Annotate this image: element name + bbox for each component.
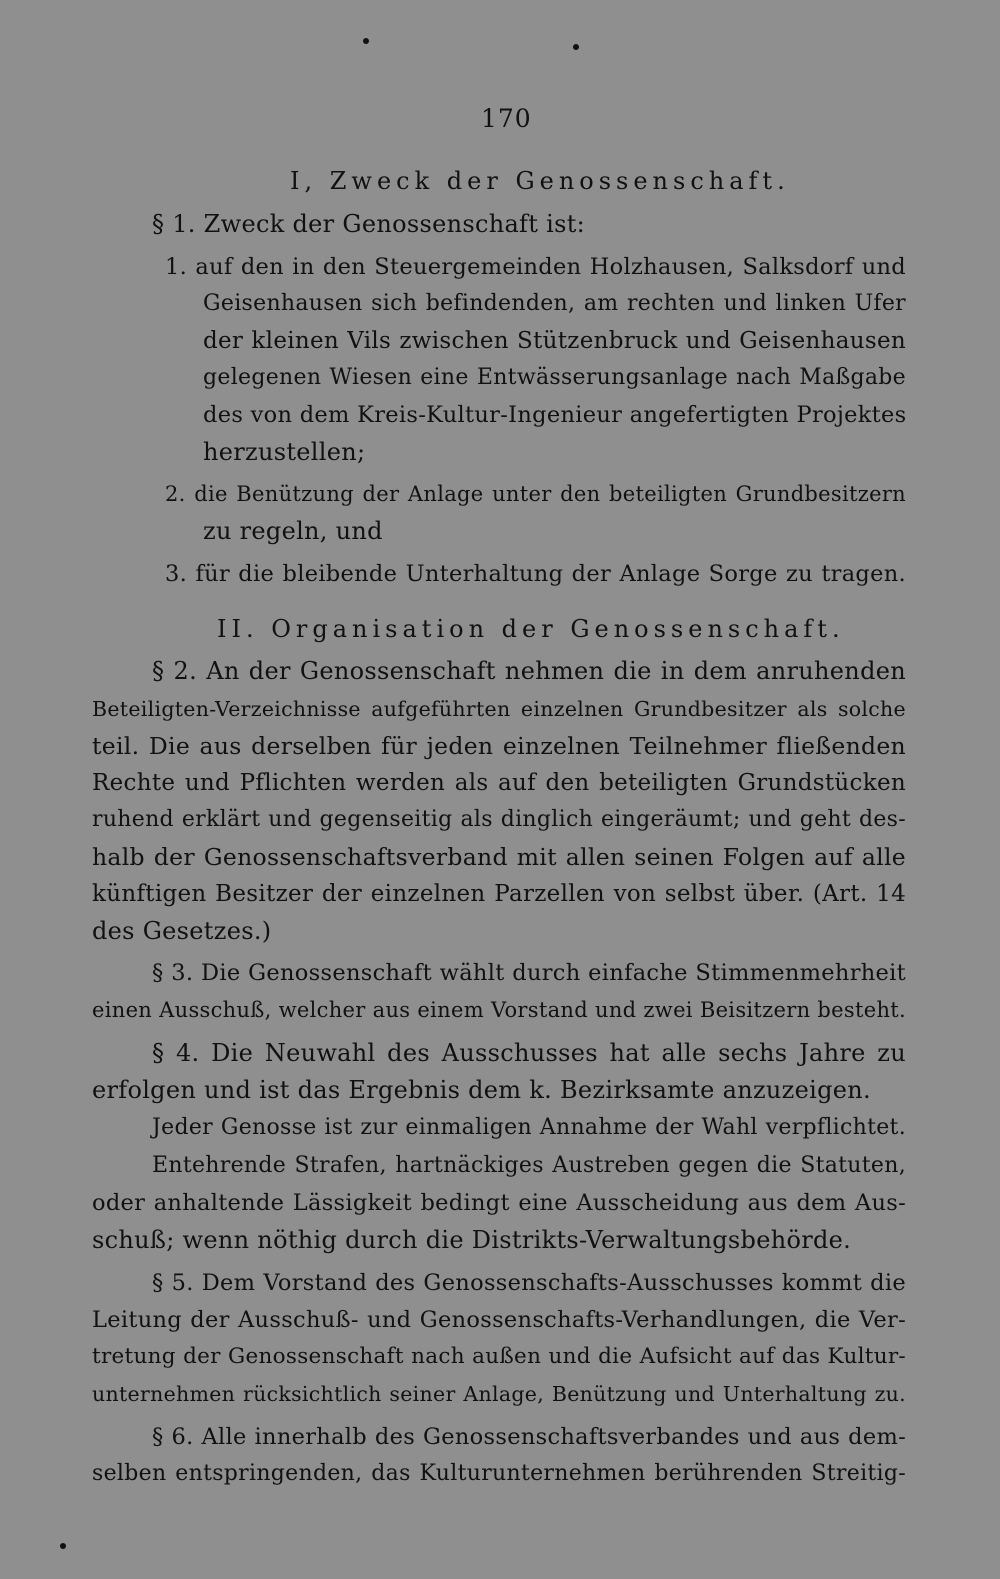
text-line: Beteiligten-Verzeichnisse aufgeführten einzelnen Grundbesitzer als solche bbox=[92, 697, 906, 721]
text-line: Jeder Genosse ist zur einmaligen Annahme der Wahl verpflichtet. bbox=[152, 1115, 906, 1140]
text-line: teil. Die aus derselben für jeden einzelnen Teilnehmer fließenden bbox=[92, 732, 906, 760]
text-line: tretung der Genossenschaft nach außen und die Aufsicht auf das Kultur- bbox=[92, 1344, 906, 1369]
text-line: herzustellen; bbox=[203, 438, 366, 466]
text-line: § 2. An der Genossenschaft nehmen die in dem anruhenden bbox=[152, 657, 906, 685]
text-line: selben entspringenden, das Kulturunternehmen berührenden Streitig- bbox=[92, 1461, 906, 1486]
text-line: der kleinen Vils zwischen Stützenbruck und Geisenhausen bbox=[203, 328, 906, 354]
text-line: Leitung der Ausschuß- und Genossenschafts-Verhandlungen, die Ver- bbox=[92, 1307, 906, 1333]
text-line: 3. für die bleibende Unterhaltung der Anlage Sorge zu tragen. bbox=[165, 561, 906, 587]
text-line: schuß; wenn nöthig durch die Distrikts-Verwaltungsbehörde. bbox=[92, 1226, 852, 1254]
text-line: erfolgen und ist das Ergebnis dem k. Bezirksamte anzuzeigen. bbox=[92, 1076, 871, 1104]
text-line: 1. auf den in den Steuergemeinden Holzhausen, Salksdorf und bbox=[165, 254, 906, 280]
speck-mark bbox=[60, 1543, 66, 1549]
text-line: zu regeln, und bbox=[203, 517, 383, 545]
text-line: gelegenen Wiesen eine Entwässerungsanlage nach Maßgabe bbox=[203, 365, 906, 390]
text-line: unternehmen rücksichtlich seiner Anlage, Benützung und Unterhaltung zu. bbox=[92, 1382, 906, 1406]
text-line: ruhend erklärt und gegenseitig als dinglich eingeräumt; und geht des- bbox=[92, 807, 906, 832]
text-line: des von dem Kreis-Kultur-Ingenieur angefertigten Projektes bbox=[203, 402, 907, 428]
text-line: § 3. Die Genossenschaft wählt durch einfache Stimmenmehrheit bbox=[152, 960, 906, 986]
text-line: einen Ausschuß, welcher aus einem Vorstand und zwei Beisitzern besteht. bbox=[92, 998, 906, 1022]
speck-mark bbox=[363, 38, 369, 44]
text-line: des Gesetzes.) bbox=[92, 917, 272, 945]
text-line: oder anhaltende Lässigkeit bedingt eine Ausscheidung aus dem Aus- bbox=[92, 1190, 906, 1216]
text-line: Rechte und Pflichten werden als auf den beteiligten Grundstücken bbox=[92, 770, 906, 796]
text-line: § 6. Alle innerhalb des Genossenschaftsverbandes und aus dem- bbox=[152, 1424, 906, 1450]
section-heading-2: II. Organisation der Genossenschaft. bbox=[217, 615, 845, 643]
text-line: Geisenhausen sich befindenden, am rechten und linken Ufer bbox=[203, 291, 906, 316]
text-line: 2. die Benützung der Anlage unter den beteiligten Grundbesitzern bbox=[165, 482, 906, 506]
speck-mark bbox=[573, 44, 579, 50]
section-heading-1: I, Zweck der Genossenschaft. bbox=[290, 167, 790, 195]
text-line: § 5. Dem Vorstand des Genossenschafts-Ausschusses kommt die bbox=[152, 1270, 906, 1296]
text-line: Entehrende Strafen, hartnäckiges Austreben gegen die Statuten, bbox=[152, 1153, 906, 1178]
text-line: künftigen Besitzer der einzelnen Parzellen von selbst über. (Art. 14 bbox=[92, 881, 906, 907]
paragraph-intro: § 1. Zweck der Genossenschaft ist: bbox=[152, 210, 586, 238]
text-line: § 4. Die Neuwahl des Ausschusses hat alle sechs Jahre zu bbox=[152, 1039, 906, 1067]
text-line: halb der Genossenschaftsverband mit allen seinen Folgen auf alle bbox=[92, 843, 906, 871]
page-number: 170 bbox=[481, 104, 532, 133]
